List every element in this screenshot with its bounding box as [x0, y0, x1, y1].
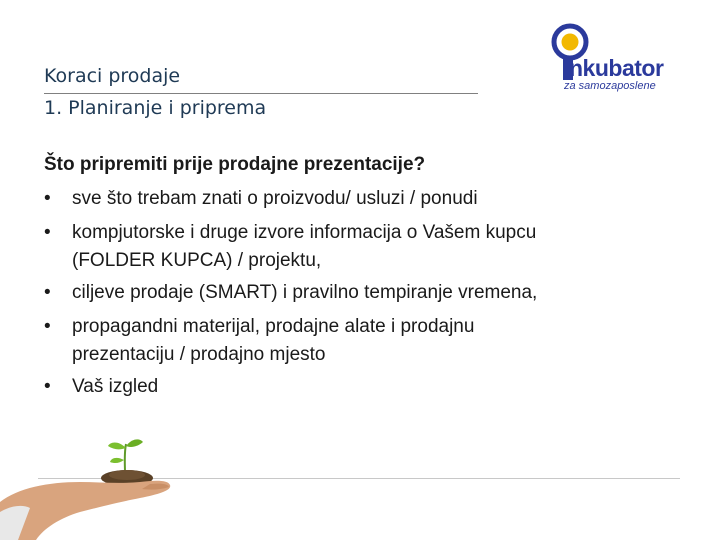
inkubator-logo — [550, 22, 684, 96]
slide-title: Koraci prodaje — [44, 65, 181, 87]
list-item — [44, 370, 684, 404]
bullet-text-continued: prezentaciju / prodajno mjesto — [72, 344, 326, 365]
slide-body — [44, 148, 684, 404]
list-item — [44, 276, 684, 310]
bullet-text: sve što trebam znati o proizvodu/ usluzi / ponudi — [72, 188, 478, 209]
bullet-text: propagandni materijal, prodajne alate i prodajnu — [72, 316, 475, 337]
bullet-icon: • — [44, 282, 51, 303]
slide-subtitle: 1. Planiranje i priprema — [44, 97, 267, 119]
bullet-text: ciljeve prodaje (SMART) i pravilno tempiranje vremena, — [72, 282, 538, 303]
list-item — [44, 310, 684, 370]
bullet-text-continued: (FOLDER KUPCA) / projektu, — [72, 250, 322, 271]
logo-tagline: za samozaposlene — [564, 80, 656, 92]
hand-with-seedling-icon — [0, 436, 190, 540]
bullet-icon: • — [44, 188, 51, 209]
header-divider — [44, 93, 478, 94]
list-item — [44, 216, 684, 276]
logo-wordmark: nkubator — [569, 55, 664, 81]
bullet-icon: • — [44, 316, 51, 337]
bullet-icon: • — [44, 376, 51, 397]
list-item — [44, 182, 684, 216]
bullet-text: kompjutorske i druge izvore informacija o Vašem kupcu — [72, 222, 537, 243]
bullet-text: Vaš izgled — [72, 376, 159, 397]
body-question: Što pripremiti prije prodajne prezentacije? — [44, 154, 426, 175]
bullet-list — [44, 182, 684, 404]
bullet-icon: • — [44, 222, 51, 243]
slide-header — [44, 60, 266, 124]
